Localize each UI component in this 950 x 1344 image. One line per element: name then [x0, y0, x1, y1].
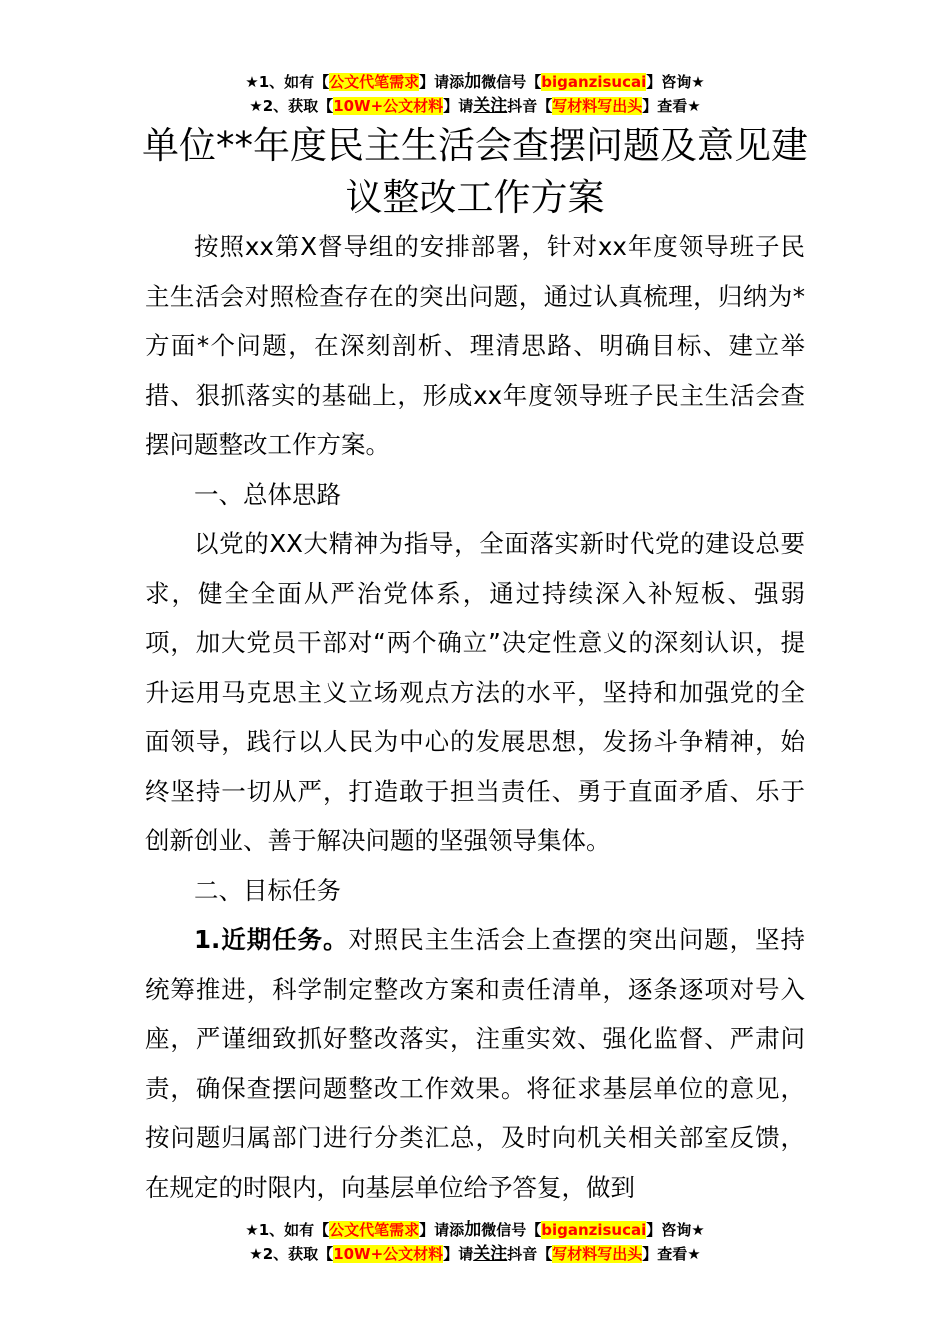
paragraph-lead: 1.近期任务。 [194, 925, 349, 954]
promo-text: ★2、获取【 [249, 97, 334, 115]
promo-text: ★1、如有【 [245, 1221, 330, 1239]
promo-line-1 [0, 70, 950, 94]
promo-highlight: 公文代笔需求 [329, 1221, 420, 1239]
promo-highlight: biganzisucai [541, 73, 647, 91]
promo-text: 】查看★ [642, 1245, 701, 1263]
promo-text: 】咨询★ [646, 73, 705, 91]
section-heading: 一、总体思路 [194, 479, 341, 509]
promo-text: 】请添 [419, 1221, 465, 1239]
promo-text: 】请 [443, 1245, 474, 1263]
paragraph-text: 对照民主生活会上查摆的突出问题，坚持统筹推进，科学制定整改方案和责任清单，逐条逐项对号入座，严谨细致抓好整改落实，注重实效、强化监督、严肃问责，确保查摆问题整改工作效果。将征求基层单位的意见，按问题归属部门进行分类汇总，及时向机关相关部室反馈，在规定的时限内，向基层单位给予答复，做到 [145, 925, 805, 1202]
paragraph: 以党的XX大精神为指导，全面落实新时代党的建设总要求，健全全面从严治党体系，通过持续深入补短板、强弱项，加大党员干部对“两个确立”决定性意义的深刻认识，提升运用马克思主义立场观点方法的水平，坚持和加强党的全面领导，践行以人民为中心的发展思想，发扬斗争精神，始终坚持一切从严，打造敢于担当责任、勇于直面矛盾、乐于创新创业、善于解决问题的坚强领导集体。 [145, 529, 805, 855]
promo-line-2-footer [0, 1242, 950, 1266]
document-title [0, 120, 950, 224]
paragraph [145, 915, 805, 1212]
promo-highlight: 10W+公文材料 [333, 1245, 444, 1263]
promo-highlight: 公文代笔需求 [329, 73, 420, 91]
promo-text: 关注 [473, 96, 508, 116]
promo-line-2 [0, 94, 950, 118]
section-heading: 二、目标任务 [194, 875, 341, 905]
promo-text: 加 [464, 1220, 482, 1240]
promo-highlight: 写材料写出头 [552, 1245, 643, 1263]
promo-text: 关注 [473, 1244, 508, 1264]
promo-text: 】咨询★ [646, 1221, 705, 1239]
promo-text: 抖音【 [507, 1245, 553, 1263]
title-line: 单位**年度民主生活会查摆问题及意见建 [142, 124, 808, 167]
document-body [145, 222, 805, 1212]
promo-highlight: biganzisucai [541, 1221, 647, 1239]
promo-text: 微信号【 [481, 1221, 542, 1239]
promo-text: 】请 [443, 97, 474, 115]
promo-text: 加 [464, 72, 482, 92]
promo-text: 抖音【 [507, 97, 553, 115]
title-line: 议整改工作方案 [345, 176, 605, 219]
paragraph: 按照xx第X督导组的安排部署，针对xx年度领导班子民主生活会对照检查存在的突出问题，通过认真梳理，归纳为*方面*个问题，在深刻剖析、理清思路、明确目标、建立举措、狠抓落实的基础上，形成xx年度领导班子民主生活会查摆问题整改工作方案。 [145, 232, 805, 459]
promo-highlight: 写材料写出头 [552, 97, 643, 115]
promo-text: ★2、获取【 [249, 1245, 334, 1263]
promo-line-1-footer [0, 1218, 950, 1242]
promo-highlight: 10W+公文材料 [333, 97, 444, 115]
promo-text: 微信号【 [481, 73, 542, 91]
promo-text: 】请添 [419, 73, 465, 91]
promo-text: 】查看★ [642, 97, 701, 115]
promo-text: ★1、如有【 [245, 73, 330, 91]
